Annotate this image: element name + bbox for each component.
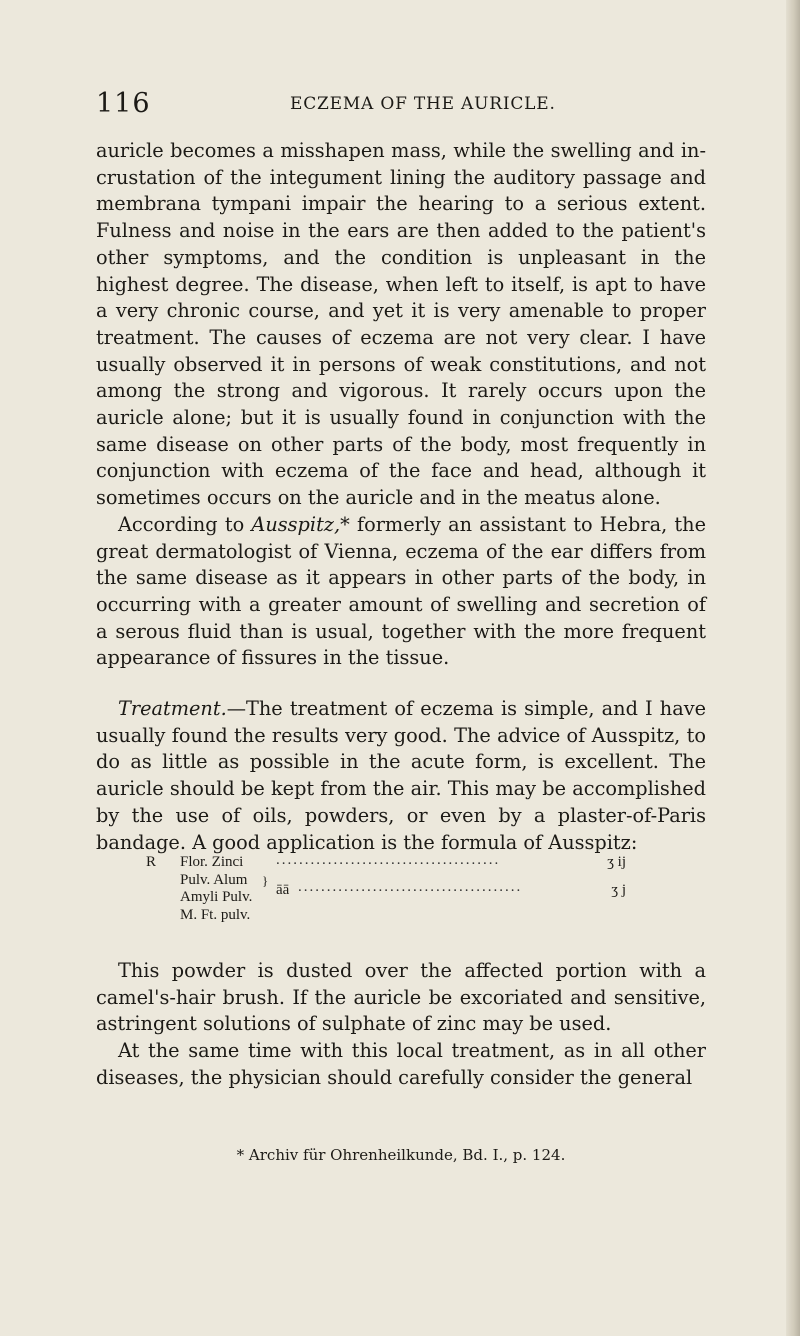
paragraph-treatment <box>96 696 706 856</box>
footnote: * Archiv für Ohrenheilkunde, Bd. I., p. 124. <box>236 1146 566 1164</box>
ingredient-amyli: Amyli Pulv. <box>180 889 253 905</box>
treatment-text: —The treatment of eczema is simple, and I have usually found the results very good. The advice of Ausspitz, to do as little as possible in the acute form, is excellent. The auricle should be kept from the air. This may be accomplished by the use of oils, powders, or even by a plaster-of-Paris bandage. A good application is the formula of Ausspitz: <box>96 697 706 854</box>
paragraph-symptoms: auricle becomes a misshapen mass, while the swelling and in-crustation of the integument lining the auditory passage and membrana tympani impair the hearing to a serious extent. Fulness and noise in the ears are then added to the patient's other symptoms, and the condition is unpleasant in the highest degree. The disease, when left to itself, is apt to have a very chronic course, and yet it is very amenable to proper treatment. The causes of eczema are not very clear. I have usually observed it in persons of weak constitutions, and not among the strong and vigorous. It rarely occurs upon the auricle alone; but it is usually found in conjunction with the same disease on other parts of the body, most frequently in conjunction with eczema of the face and head, although it sometimes occurs on the auricle and in the meatus alone. <box>96 139 706 510</box>
prescription-instruction: M. Ft. pulv. <box>180 907 251 923</box>
page-edge-shadow <box>786 0 800 1336</box>
running-title: ECZEMA OF THE AURICLE. <box>290 94 556 114</box>
ingredient-alum: Pulv. Alum <box>180 872 248 888</box>
dose-alum-amyli: ʒ j <box>611 882 626 898</box>
paragraph-powder: This powder is dusted over the affected portion with a camel's-hair brush. If the auricle be excoriated and sensitive, astringent solutions of sulphate of zinc may be used. <box>96 959 706 1036</box>
treatment-heading: Treatment. <box>118 697 227 721</box>
leader-dots-2: ....................................... <box>298 879 523 895</box>
main-text <box>96 138 706 856</box>
ana-mark: āā <box>276 882 290 898</box>
dose-zinc: ʒ ij <box>607 854 626 870</box>
closing-text <box>96 958 706 1092</box>
prescription-line-zinc <box>146 853 626 872</box>
brace-mark: } <box>262 873 269 888</box>
ingredient-zinc: Flor. Zinci <box>180 854 244 870</box>
ingredient-group <box>180 872 252 906</box>
page-header <box>96 88 716 118</box>
leader-dots: ....................................... <box>276 852 501 868</box>
author-name-italic: Ausspitz,* <box>251 512 350 536</box>
prescription-block <box>146 853 626 925</box>
paragraph-ausspitz-rest: formerly an assistant to Hebra, the great dermatologist of Vienna, eczema of the ear differs from the same disease as it appears in other parts of the body, in occurring with a greater amount of swelling and secretion of a serous fluid than is usual, together with the more frequent appearance of fissures in the tissue. <box>96 512 707 670</box>
recipe-symbol: R <box>146 854 157 870</box>
paragraph-general: At the same time with this local treatment, as in all other diseases, the physician should carefully consider the general <box>96 1039 706 1089</box>
page-number: 116 <box>96 88 151 119</box>
prescription-line-alum-amyli <box>146 872 626 906</box>
paragraph-ausspitz-lead: According to <box>118 512 252 536</box>
paragraph-ausspitz <box>96 512 706 672</box>
